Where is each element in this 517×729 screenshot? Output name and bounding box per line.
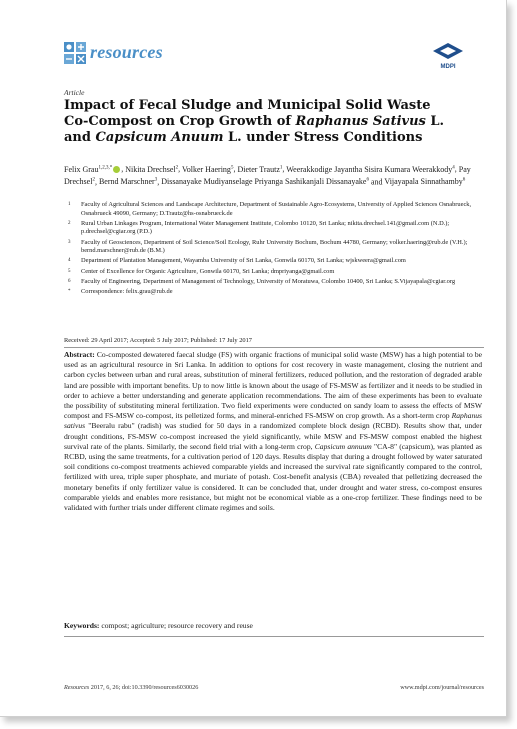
resources-logo-icon xyxy=(64,42,86,64)
article-type: Article xyxy=(64,88,85,97)
author-name: Nikita Drechsel$^2$ xyxy=(125,164,179,174)
affiliation-item: * Correspondence: felix.grau@rub.de xyxy=(68,287,173,295)
journal-name: resources xyxy=(90,42,163,62)
author-name: Bernd Marschner$^3$ xyxy=(98,177,158,187)
affiliation-item: 5 Center of Excellence for Organic Agriculture, Gonwila 60170, Sri Lanka; dmpriyanga@gmail.com xyxy=(68,267,335,275)
affiliation-item: 4 Department of Plantation Management, Wayamba University of Sri Lanka, Gonwila 60170, Sri Lanka; wjskweera@gmail.com xyxy=(68,257,406,265)
affiliation-item: 1 Faculty of Agricultural Sciences and Landscape Architecture, Department of Sustainable Agro-Ecosystems, University of Applied Sciences Osnabrueck, Osnabrueck 49090, Germany; D.Trautz@hs-osnabrueck.de xyxy=(68,201,472,217)
author-name: Dieter Trautz$^1$ xyxy=(237,164,283,174)
author-name: Dissanayake Mudiyanselage Priyanga Sashikanjali Dissanayake$^6$ xyxy=(161,177,369,187)
journal-header xyxy=(64,42,466,70)
orcid-icon[interactable] xyxy=(113,166,120,173)
author-name: Pay Drechsel$^2$ xyxy=(64,164,471,187)
author-name: Weerakkodige Jayantha Sisira Kumara Weerakkody$^4$ xyxy=(286,164,455,174)
citation-footer: Resources 2017, 6, 26; doi:10.3390/resources6030026 xyxy=(64,684,199,691)
publisher-name: MDPI xyxy=(440,64,456,70)
abstract: Abstract: Co-composted dewatered faecal sludge (FS) with organic fractions of municipal solid waste (MSW) has a high potential to be used as an agricultural resource in Sri Lanka. In addition to options for cost recovery in waste management, closing the nutrient and carbon cycles between urban and rural areas, substitution of mineral fertilizers, reduced pollution, and the restoration of degraded arable land are possible with important benefits. Up to now little is known about the usage of FS-MSW as fertilizer and it needs to be studied in order to achieve a better understanding and generate application recommendations. The aim of these experiments has been to evaluate the possibility of substituting mineral fertilization. Two field experiments were conducted on sandy loam to assess the effects of MSW compost and FS-MSW co-compost, its pelletized forms, and mineral-enriched FS-MSW on crop growth. As a short-term crop Raphanus sativus "Beeralu rabu" (radish) was studied for 50 days in a randomized complete block design (RCBD). Results show that, under drought conditions, FS-MSW co-compost increased the yield significantly, while MSW and FS-MSW compost enabled the highest survival rate of the plants. Similarly, the second field trial with a long-term crop, Capsicum annuum "CA-8" (capsicum), was planted as RCBD, using the same treatments, for a cultivation period of 120 days. Results display that during a drought followed by water saturated soil conditions co-compost treatments achieved comparable yields and increased the survival rate significantly compared to the control, fertilized with urea, triple super phosphate, and muriate of potash. Cost-benefit analysis (CBA) revealed that pelletizing decreased the monetary benefits if only fertilizer value is considered. It can be concluded that, under drought and water stress, co-compost ensures comparable yields and enables more resistance, but might not be economical viable as a one-crop fertilizer. These findings need to be validated with further trials under different climate regimes and soils. xyxy=(64,350,483,513)
divider xyxy=(64,347,484,348)
author-list: Felix Grau$^{1,2,3,*}$ , Nikita Drechsel$^2$, Volker Haering$^5$, Dieter Trautz$^1$, Weerakkodige Jayantha Sisira Kumara Weerakkody$^4$, Pay Drechsel$^2$, Bernd Marschner$^3$, Dissanayake Mudiyanselage Priyanga Sashikanjali Dissanayake$^6$ and Vijayapala Sinnathamby$^6$ xyxy=(64,164,471,187)
affiliation-item: 6 Faculty of Engineering, Department of Management of Technology, University of Moratuwa, Colombo 10400, Sri Lanka; S.Vijayapala@cgiar.org xyxy=(68,277,456,285)
author-name: Vijayapala Sinnathamby$^6$ xyxy=(384,177,466,187)
author-name: Volker Haering$^5$ xyxy=(181,164,234,174)
author-name: Felix Grau$^{1,2,3,*}$ xyxy=(64,165,121,174)
affiliation-item: 3 Faculty of Geosciences, Department of Soil Science/Soil Ecology, Ruhr University Bochum, Bochum 44780, Germany; volker.haering@rub.de (V.H.); bernd.marschner@rub.de (B.M.) xyxy=(68,238,468,255)
title-line-3: and Capsicum Anuum L. under Stress Conditions xyxy=(64,130,423,145)
affiliation-list xyxy=(64,201,484,298)
keywords: Keywords: compost; agriculture; resource recovery and reuse xyxy=(64,621,253,630)
journal-url[interactable]: www.mdpi.com/journal/resources xyxy=(400,684,484,691)
mdpi-logo-icon xyxy=(430,42,466,64)
publication-dates: Received: 29 April 2017; Accepted: 5 July 2017; Published: 17 July 2017 xyxy=(64,337,252,344)
title-line-1: Impact of Fecal Sludge and Municipal Solid Waste xyxy=(64,98,431,113)
paper-title xyxy=(64,98,484,146)
divider xyxy=(64,636,484,637)
title-line-2: Co-Compost on Crop Growth of Raphanus Sativus L. xyxy=(64,114,445,129)
affiliation-item: 2 Rural Urban Linkages Program, International Water Management Institute, Colombo 10120, Sri Lanka; nikita.drechsel.141@gmail.com (N.D.); p.drechsel@cgiar.org (P.D.) xyxy=(68,219,450,236)
abstract-label: Abstract: xyxy=(64,350,95,359)
keywords-label: Keywords: xyxy=(64,621,100,630)
